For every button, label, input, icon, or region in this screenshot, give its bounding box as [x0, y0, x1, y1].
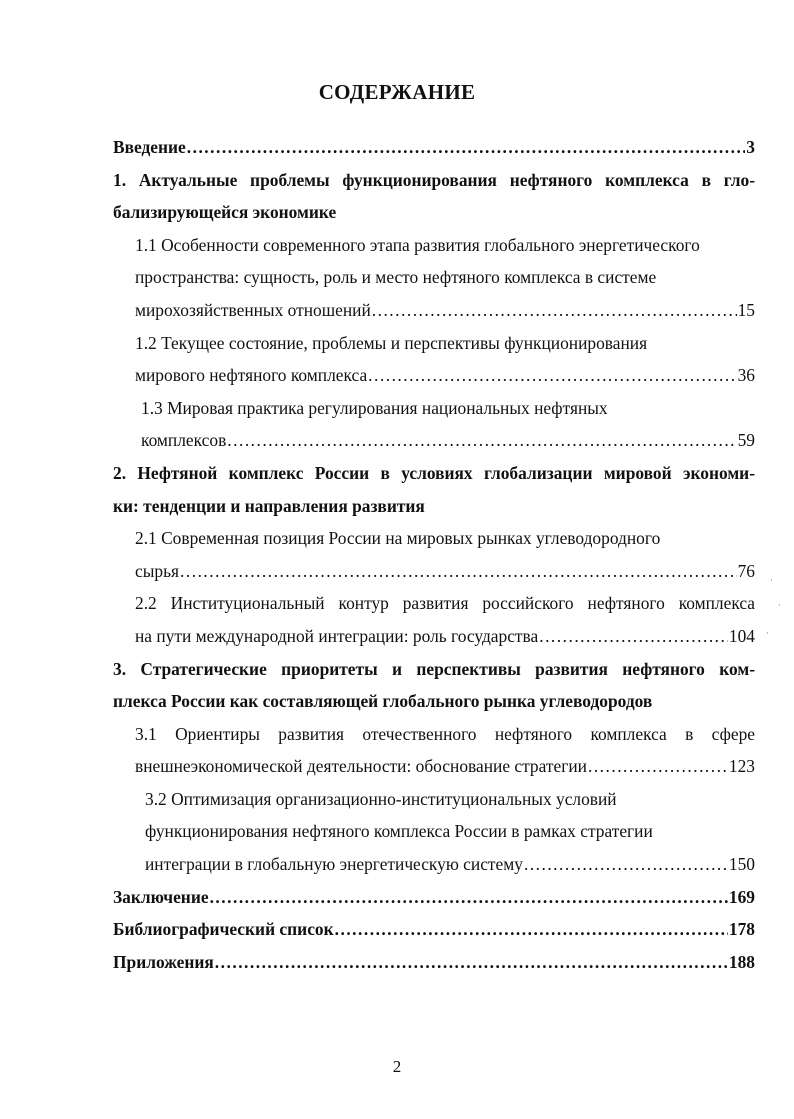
page-number: 2 — [392, 1057, 402, 1076]
toc-section-1-2-line-1[interactable] — [113, 327, 755, 360]
toc-entry-bibliography[interactable] — [113, 913, 755, 946]
toc-entry-label: бализирующейся экономике — [113, 202, 337, 223]
dot-leader — [368, 359, 736, 392]
toc-section-1-3-line-1[interactable] — [113, 392, 755, 425]
toc-entry-label: 2.2 Институциональный контур развития российского нефтяного комплекса — [135, 593, 755, 614]
toc-page-number: 169 — [728, 886, 755, 907]
toc-section-2-2-line-2[interactable] — [113, 620, 755, 653]
toc-chapter-2-line-2[interactable] — [113, 490, 755, 523]
toc-entry-label: Библиографический список — [113, 919, 334, 940]
toc-page-number: 188 — [728, 951, 755, 972]
toc-chapter-1-line-2[interactable] — [113, 196, 755, 229]
toc-section-1-1-line-2[interactable] — [113, 261, 755, 294]
toc-chapter-2-line-1[interactable] — [113, 457, 755, 490]
dot-leader — [187, 131, 746, 164]
dot-leader — [372, 294, 737, 327]
toc-section-3-2-line-2[interactable] — [113, 815, 755, 848]
toc-entry-label: мирового нефтяного комплекса — [135, 365, 368, 386]
page-title: СОДЕРЖАНИЕ — [318, 80, 476, 104]
toc-section-2-2-line-1[interactable] — [113, 587, 755, 620]
toc-entry-label: интеграции в глобальную энергетическую систему — [145, 854, 523, 875]
dot-leader — [539, 620, 728, 653]
toc-page-number: 59 — [737, 430, 755, 451]
toc-entry-label: ки: тенденции и направления развития — [113, 495, 425, 516]
toc-section-1-2-line-2[interactable] — [113, 359, 755, 392]
toc-entry-label: сырья — [135, 560, 180, 581]
toc-page-number: 178 — [728, 919, 755, 940]
toc-chapter-1-line-1[interactable] — [113, 164, 755, 197]
toc-entry-label: плекса России как составляющей глобального рынка углеводородов — [113, 691, 653, 712]
toc-entry-label: Заключение — [113, 886, 209, 907]
toc-page-number: 104 — [728, 625, 755, 646]
toc-section-3-2-line-1[interactable] — [113, 783, 755, 816]
toc-entry-label: на пути международной интеграции: роль государства — [135, 625, 539, 646]
scan-artifact: · — [778, 600, 781, 610]
dot-leader — [215, 946, 728, 979]
toc-entry-appendix[interactable] — [113, 946, 755, 979]
toc-section-2-1-line-1[interactable] — [113, 522, 755, 555]
toc-page-number: 150 — [728, 854, 755, 875]
toc-entry-label: функционирования нефтяного комплекса России в рамках стратегии — [145, 821, 653, 842]
toc-section-2-1-line-2[interactable] — [113, 555, 755, 588]
toc-entry-label: 2.1 Современная позиция России на мировых рынках углеводородного — [135, 528, 661, 549]
toc-section-3-1-line-2[interactable] — [113, 750, 755, 783]
toc-section-1-3-line-2[interactable] — [113, 424, 755, 457]
toc-page-number: 76 — [737, 560, 755, 581]
toc-entry-label: Приложения — [113, 951, 214, 972]
toc-entry-conclusion[interactable] — [113, 881, 755, 914]
toc-section-3-2-line-3[interactable] — [113, 848, 755, 881]
scan-artifact: · — [766, 628, 769, 638]
toc-entry-label: 1.3 Мировая практика регулирования национальных нефтяных — [141, 397, 608, 418]
toc-entry-label: пространства: сущность, роль и место нефтяного комплекса в системе — [135, 267, 657, 288]
toc-page-number: 36 — [737, 365, 755, 386]
dot-leader — [524, 848, 728, 881]
toc-chapter-3-line-1[interactable] — [113, 653, 755, 686]
dot-leader — [335, 913, 728, 946]
scan-artifact: · — [770, 575, 773, 585]
toc-entry-label: 3.1 Ориентиры развития отечественного нефтяного комплекса в сфере — [135, 723, 755, 744]
toc-entry-label: 1.2 Текущее состояние, проблемы и перспективы функционирования — [135, 332, 648, 353]
toc-entry-label: комплексов — [141, 430, 227, 451]
table-of-contents — [113, 131, 755, 978]
dot-leader — [210, 881, 728, 914]
toc-entry-label: мирохозяйственных отношений — [135, 299, 371, 320]
toc-section-1-1-line-3[interactable] — [113, 294, 755, 327]
toc-page-number: 123 — [728, 756, 755, 777]
toc-entry-label: 3. Стратегические приоритеты и перспективы развития нефтяного ком- — [113, 658, 755, 679]
toc-entry-label: 1.1 Особенности современного этапа развития глобального энергетического — [135, 234, 700, 255]
toc-chapter-3-line-2[interactable] — [113, 685, 755, 718]
dot-leader — [180, 555, 737, 588]
toc-page-number: 15 — [737, 299, 755, 320]
toc-entry-introduction[interactable] — [113, 131, 755, 164]
toc-entry-label: Введение — [113, 137, 186, 157]
toc-entry-label: 1. Актуальные проблемы функционирования нефтяного комплекса в гло- — [113, 169, 755, 190]
toc-entry-label: 2. Нефтяной комплекс России в условиях глобализации мировой экономи- — [113, 462, 755, 483]
toc-section-3-1-line-1[interactable] — [113, 718, 755, 751]
toc-page-number: 3 — [746, 137, 755, 157]
toc-entry-label: 3.2 Оптимизация организационно-институциональных условий — [145, 788, 617, 809]
dot-leader — [227, 424, 736, 457]
toc-entry-label: внешнеэкономической деятельности: обоснование стратегии — [135, 756, 587, 777]
dot-leader — [588, 750, 728, 783]
toc-section-1-1-line-1[interactable] — [113, 229, 755, 262]
